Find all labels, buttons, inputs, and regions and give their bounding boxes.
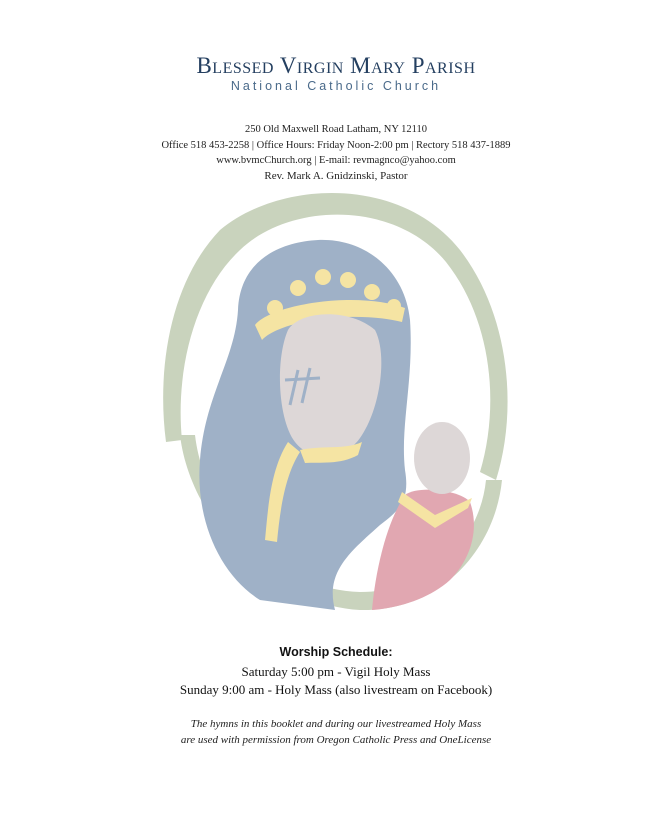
contact-block (0, 122, 672, 184)
parish-subtitle: National Catholic Church (230, 79, 442, 93)
child-head (414, 422, 470, 494)
office-hours-line: Office 518 453-2258 | Office Hours: Friday Noon-2:00 pm | Rectory 518 437-1889 (161, 139, 511, 151)
license-note (0, 716, 672, 748)
schedule-heading: Worship Schedule: (279, 645, 393, 659)
license-note-line-1: The hymns in this booklet and during our livestreamed Holy Mass (190, 718, 482, 730)
license-note-line-2: are used with permission from Oregon Catholic Press and OneLicense (180, 734, 492, 746)
address-line: 250 Old Maxwell Road Latham, NY 12110 (244, 124, 428, 135)
parish-title: Blessed Virgin Mary Parish (196, 53, 476, 78)
madonna-and-child-icon (150, 180, 522, 620)
worship-schedule (0, 645, 672, 699)
schedule-line-saturday: Saturday 5:00 pm - Vigil Holy Mass (241, 664, 431, 679)
schedule-line-sunday: Sunday 9:00 am - Holy Mass (also livestream on Facebook) (179, 682, 493, 697)
web-email-line: www.bvmcChurch.org | E-mail: revmagnco@yahoo.com (216, 155, 456, 166)
pastor-line: Rev. Mark A. Gnidzinski, Pastor (264, 169, 408, 182)
